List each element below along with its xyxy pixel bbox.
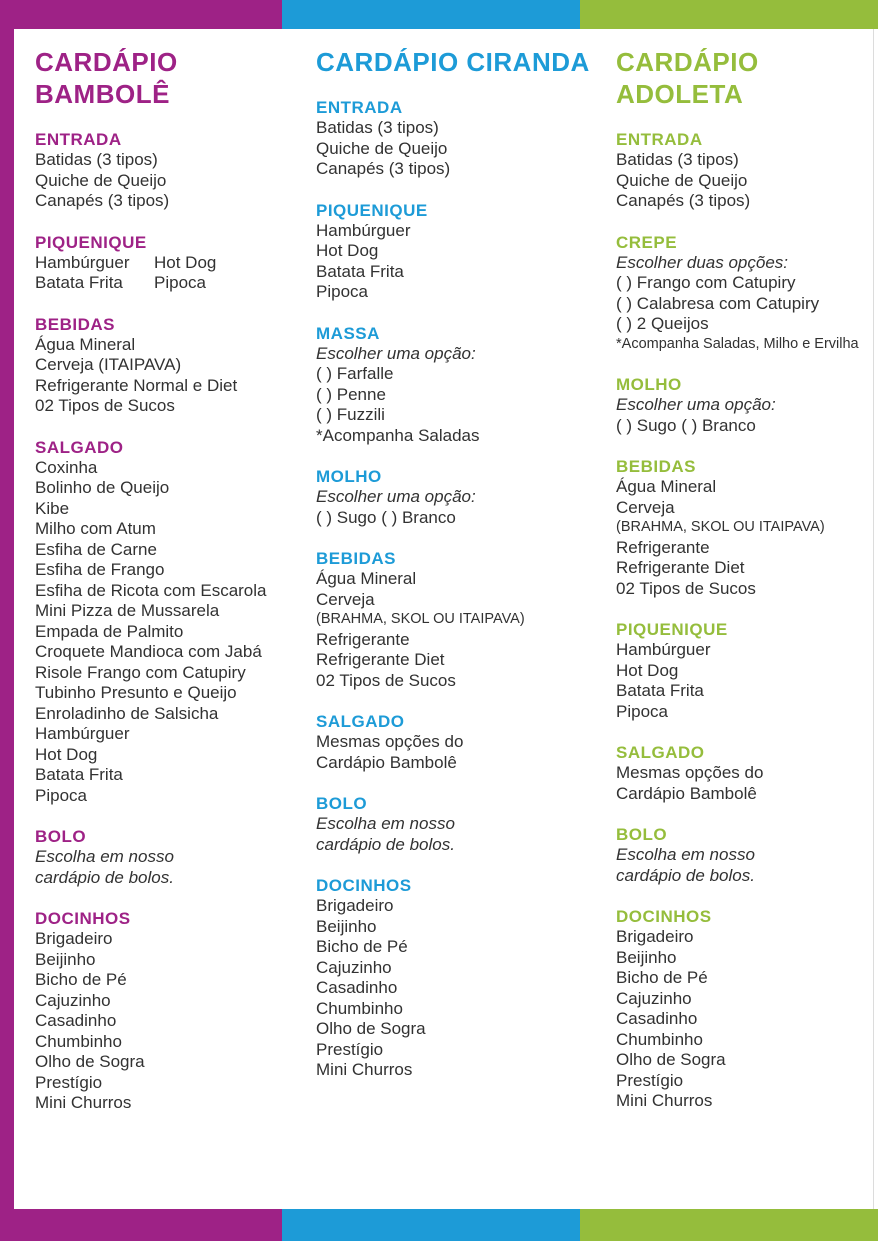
section-header: ENTRADA (316, 98, 403, 117)
menu-item-line: ( ) Farfalle (316, 364, 394, 383)
menu-item: Pipoca (154, 273, 206, 292)
section-header: ENTRADA (35, 130, 122, 149)
menu-item-line: (BRAHMA, SKOL OU ITAIPAVA) (316, 611, 525, 627)
menu-item-line: cardápio de bolos. (316, 834, 455, 854)
menu-item-line: Cardápio Bambolê (316, 752, 457, 772)
menu-item-line: Kibe (35, 498, 70, 518)
menu-item-line: Risole Frango com Catupiry (35, 662, 246, 682)
menu-item-line: Esfiha de Frango (35, 560, 165, 579)
section-adoleta-bebidas (616, 456, 874, 599)
menu-item-line: ( ) 2 Queijos (616, 314, 709, 333)
menu-item-line: Chumbinho (616, 1029, 703, 1049)
menu-item-line: Canapés (3 tipos) (316, 159, 451, 178)
section-bambole-entrada (35, 129, 307, 212)
menu-item-line: Coxinha (35, 457, 98, 477)
menu-item-line: Mesmas opções do (616, 763, 764, 782)
menu-item-line: ( ) Calabresa com Catupiry (616, 293, 820, 313)
menu-item-line: Escolher uma opção: (316, 343, 476, 363)
menu-item-line: Hambúrguer (35, 724, 130, 743)
menu-item-line: 02 Tipos de Sucos (35, 396, 175, 415)
menu-item-line: *Acompanha Saladas, Milho e Ervilha (616, 335, 859, 352)
menu-item-line: Mini Pizza de Mussarela (35, 601, 220, 620)
section-header: BEBIDAS (316, 549, 397, 568)
section-ciranda-piquenique (316, 200, 598, 303)
menu-item-line (35, 253, 307, 274)
menu-item-line: Brigadeiro (316, 896, 394, 915)
menu-item-line: Quiche de Queijo (316, 138, 448, 158)
section-header: BEBIDAS (35, 314, 116, 334)
menu-item: Hambúrguer (35, 252, 130, 272)
menu-item-line: ( ) Sugo ( ) Branco (316, 507, 456, 527)
section-header: MOLHO (316, 467, 382, 486)
section-adoleta-piquenique (616, 619, 874, 722)
menu-item-line: Refrigerante (316, 629, 410, 649)
section-adoleta-bolo (616, 824, 874, 886)
section-ciranda-bebidas (316, 548, 598, 691)
section-header: DOCINHOS (316, 876, 412, 895)
menu-item-line: Bolinho de Queijo (35, 478, 170, 497)
section-header: PIQUENIQUE (616, 620, 728, 639)
section-adoleta-molho (616, 374, 874, 436)
menu-item-line: Esfiha de Ricota com Escarola (35, 580, 267, 600)
menu-item-line: Chumbinho (35, 1031, 122, 1051)
menu-item-line: Quiche de Queijo (35, 170, 167, 190)
section-ciranda-docinhos (316, 875, 598, 1081)
menu-item-line: Hambúrguer (616, 640, 711, 659)
menu-item-line: Cajuzinho (35, 990, 111, 1010)
section-adoleta-crepe (616, 232, 874, 355)
menu-item-line: Refrigerante Normal e Diet (35, 375, 238, 395)
bottom-bar-segment-blue (282, 1209, 580, 1241)
menu-item-line: Refrigerante Diet (616, 558, 745, 577)
section-ciranda-salgado (316, 711, 598, 773)
menu-item-line: Prestígio (616, 1070, 684, 1090)
menu-item-line: Refrigerante (616, 537, 710, 557)
bottom-bar-segment-magenta (0, 1209, 282, 1241)
menu-item-line: Pipoca (616, 701, 668, 721)
menu-column-bambole (35, 46, 307, 1134)
section-header: MOLHO (616, 375, 682, 394)
menu-item-line: Empada de Palmito (35, 621, 184, 641)
section-header: DOCINHOS (616, 907, 712, 926)
menu-item-line: Beijinho (616, 947, 677, 967)
menu-item-line: Escolher duas opções: (616, 252, 788, 272)
section-header: PIQUENIQUE (316, 200, 428, 220)
menu-item-line: ( ) Frango com Catupiry (616, 273, 796, 292)
menu-column-ciranda (316, 46, 598, 1101)
section-adoleta-salgado (616, 742, 874, 804)
menu-item: Batata Frita (35, 273, 123, 292)
menu-item-line: Cajuzinho (316, 957, 392, 977)
menu-item-line: ( ) Fuzzili (316, 405, 385, 424)
section-adoleta-docinhos (616, 906, 874, 1112)
menu-item-line: Milho com Atum (35, 519, 156, 538)
menu-item-line: Escolha em nosso (316, 814, 455, 833)
menu-item-line: ( ) Sugo ( ) Branco (616, 415, 756, 435)
menu-item-line: Bicho de Pé (35, 970, 127, 989)
menu-item-line: Hot Dog (316, 241, 379, 260)
section-header: BOLO (316, 794, 368, 813)
menu-item-line: Cardápio Bambolê (616, 783, 757, 803)
menu-item-line: Escolher uma opção: (616, 395, 776, 414)
section-header: ENTRADA (616, 130, 703, 149)
section-header: BEBIDAS (616, 457, 697, 476)
menu-item-line: Mesmas opções do (316, 732, 464, 751)
menu-item-line: Mini Churros (316, 1060, 413, 1079)
menu-title-bambole: CARDÁPIO BAMBOLÊ (35, 47, 178, 109)
menu-item-line: Canapés (3 tipos) (35, 191, 170, 210)
menu-item-line: Hot Dog (616, 660, 679, 680)
section-ciranda-entrada (316, 97, 598, 180)
menu-item-line: Batata Frita (616, 681, 704, 700)
menu-item-line: Pipoca (35, 785, 87, 805)
menu-item-line: Cerveja (ITAIPAVA) (35, 355, 182, 374)
bottom-bar-segment-green (580, 1209, 878, 1241)
menu-item: Hot Dog (154, 252, 217, 272)
menu-item-line: Canapés (3 tipos) (616, 191, 751, 210)
menu-item-line: Hambúrguer (316, 220, 411, 240)
menu-item-line: Beijinho (35, 949, 96, 969)
section-adoleta-entrada (616, 129, 874, 212)
menu-item-line: Olho de Sogra (616, 1050, 726, 1069)
menu-item-line: Casadinho (616, 1009, 698, 1028)
section-header: PIQUENIQUE (35, 232, 147, 252)
menu-item-line: 02 Tipos de Sucos (616, 578, 756, 598)
section-header: DOCINHOS (35, 909, 131, 928)
menu-item-line: Beijinho (316, 916, 377, 936)
menu-item-line: Olho de Sogra (35, 1052, 145, 1071)
menu-item-line: *Acompanha Saladas (316, 425, 480, 445)
menu-item-line: Batata Frita (316, 261, 404, 281)
menu-item-line: Prestígio (316, 1039, 384, 1059)
menu-item-line: Esfiha de Carne (35, 539, 157, 559)
section-header: CREPE (616, 232, 678, 252)
menu-item-line: Bicho de Pé (316, 937, 408, 956)
menu-item-line: Enroladinho de Salsicha (35, 703, 219, 723)
menu-item-line: Brigadeiro (616, 927, 694, 946)
menu-item-line: Batidas (3 tipos) (316, 118, 439, 137)
menu-item-line: Escolher uma opção: (316, 487, 476, 506)
menu-item-line: Casadinho (316, 978, 398, 997)
section-header: BOLO (616, 825, 668, 844)
section-header: BOLO (35, 827, 87, 846)
menu-column-adoleta (616, 46, 874, 1132)
menu-item-line: Escolha em nosso (616, 845, 755, 864)
menu-item-line: Mini Churros (35, 1093, 132, 1112)
menu-item-line: Água Mineral (316, 569, 417, 588)
menu-item-line: Brigadeiro (35, 929, 113, 948)
menu-item-line: 02 Tipos de Sucos (316, 670, 456, 690)
menu-item-line: Olho de Sogra (316, 1019, 426, 1038)
bottom-color-bar (0, 1209, 878, 1241)
menu-item-line: Casadinho (35, 1011, 117, 1030)
menu-item-line: Pipoca (316, 282, 368, 301)
menu-item-line: Batata Frita (35, 765, 123, 784)
menu-item-line: Água Mineral (35, 334, 136, 354)
menu-item-line: Refrigerante Diet (316, 650, 445, 669)
menu-item-line: Prestígio (35, 1072, 103, 1092)
menu-item-line: Batidas (3 tipos) (35, 150, 158, 169)
section-bambole-bolo (35, 826, 307, 888)
section-header: SALGADO (316, 712, 405, 731)
section-ciranda-massa (316, 323, 598, 447)
section-header: SALGADO (616, 743, 705, 762)
menu-item-line: Cerveja (616, 497, 675, 517)
section-bambole-salgado (35, 437, 307, 807)
section-bambole-piquenique (35, 232, 307, 294)
menu-item-line: Cerveja (316, 589, 375, 609)
section-ciranda-bolo (316, 793, 598, 855)
section-header: MASSA (316, 323, 380, 343)
section-bambole-bebidas (35, 314, 307, 417)
menu-item-line: Quiche de Queijo (616, 170, 748, 190)
section-bambole-docinhos (35, 908, 307, 1114)
menu-item-line: ( ) Penne (316, 384, 386, 404)
menu-item-line: Batidas (3 tipos) (616, 150, 739, 169)
menu-item-line: cardápio de bolos. (616, 865, 755, 885)
menu-item-line: (BRAHMA, SKOL OU ITAIPAVA) (616, 519, 825, 535)
menu-title-ciranda: CARDÁPIO CIRANDA (316, 47, 590, 77)
menu-item-line: Água Mineral (616, 477, 717, 496)
menu-item-line: Hot Dog (35, 744, 98, 764)
menu-item-line: Tubinho Presunto e Queijo (35, 683, 237, 702)
menu-item-line: Bicho de Pé (616, 968, 708, 987)
menu-item-line: cardápio de bolos. (35, 867, 174, 887)
section-ciranda-molho (316, 466, 598, 528)
menu-item-line (35, 273, 307, 294)
menu-item-line: Croquete Mandioca com Jabá (35, 642, 262, 661)
menu-item-line: Mini Churros (616, 1091, 713, 1110)
section-header: SALGADO (35, 437, 124, 457)
menu-item-line: Chumbinho (316, 998, 403, 1018)
menu-title-adoleta: CARDÁPIO ADOLETA (616, 47, 759, 109)
menu-item-line: Cajuzinho (616, 988, 692, 1008)
menu-item-line: Escolha em nosso (35, 847, 174, 866)
